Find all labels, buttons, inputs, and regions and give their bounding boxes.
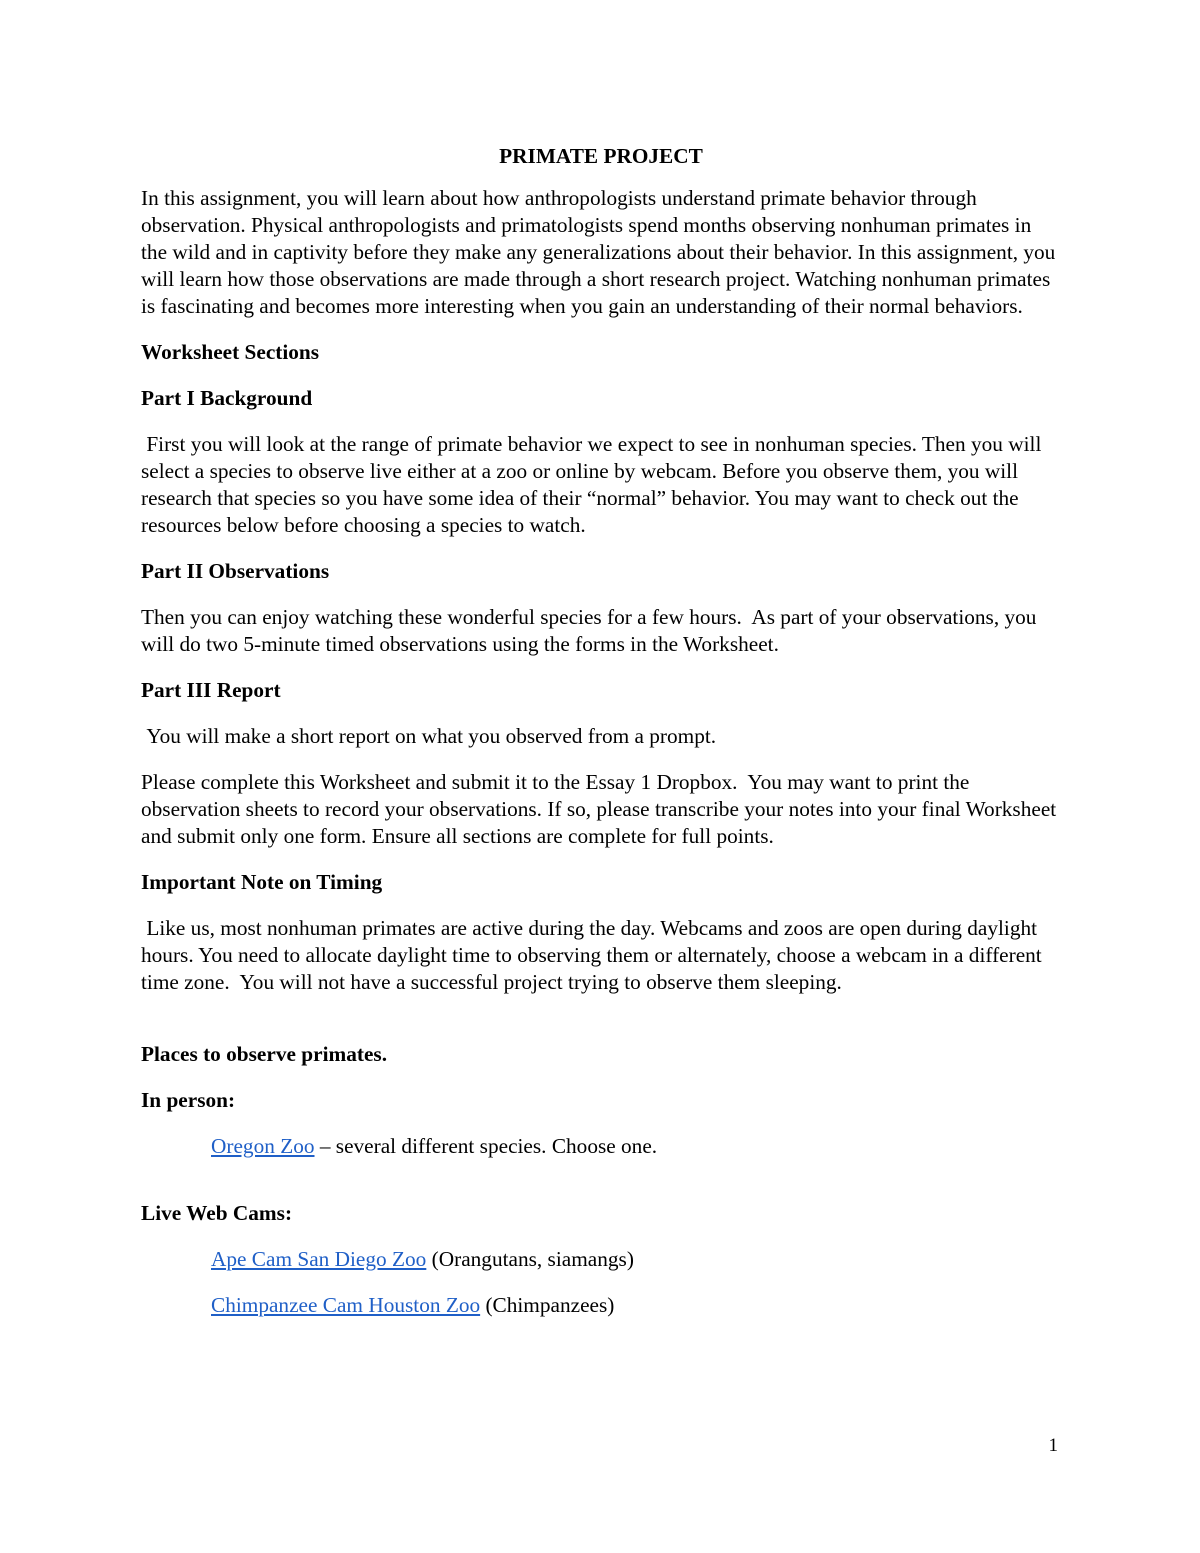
worksheet-sections-heading: Worksheet Sections	[141, 340, 320, 364]
page-number: 1	[1048, 1435, 1058, 1456]
part1-heading: Part I Background	[141, 386, 313, 410]
document-title: PRIMATE PROJECT	[499, 144, 703, 168]
webcam-item-text: (Orangutans, siamangs)	[426, 1247, 634, 1271]
submit-paragraph: Please complete this Worksheet and submit it to the Essay 1 Dropbox. You may want to print the observation sheets to record your observations. If so, please transcribe your notes into your final Worksheet and submit only one form. Ensure all sections are complete for full points.	[141, 770, 1062, 848]
chimpanzee-cam-link[interactable]: Chimpanzee Cam Houston Zoo	[211, 1293, 481, 1317]
timing-paragraph: Like us, most nonhuman primates are active during the day. Webcams and zoos are open during daylight hours. You need to allocate daylight time to observing them or alternately, choose a webcam in a different time zone. You will not have a successful project trying to observe them sleeping.	[141, 916, 1048, 994]
webcam-item-text: (Chimpanzees)	[480, 1293, 615, 1317]
in-person-item-text: – several different species. Choose one.	[314, 1134, 658, 1158]
part2-paragraph: Then you can enjoy watching these wonderful species for a few hours. As part of your observations, you will do two 5-minute timed observations using the forms in the Worksheet.	[141, 605, 1042, 656]
timing-heading: Important Note on Timing	[141, 870, 383, 894]
in-person-heading: In person:	[141, 1088, 236, 1112]
oregon-zoo-link[interactable]: Oregon Zoo	[211, 1134, 315, 1158]
part1-paragraph: First you will look at the range of primate behavior we expect to see in nonhuman species. Then you will select a species to observe live either at a zoo or online by webcam. Before you observe them, you will research that species so you have some idea of their “normal” behavior. You may want to check out the resources below before choosing a species to watch.	[141, 432, 1047, 537]
document-page	[141, 143, 1061, 1338]
intro-paragraph: In this assignment, you will learn about how anthropologists understand primate behavior through observation. Physical anthropologists and primatologists spend months observing nonhuman primates in the wild and in captivity before they make any generalizations about their behavior. In this assignment, you will learn how those observations are made through a short research project. Watching nonhuman primates is fascinating and becomes more interesting when you gain an understanding of their normal behaviors.	[141, 186, 1056, 318]
places-heading: Places to observe primates.	[141, 1042, 388, 1066]
webcam-item	[141, 1246, 1061, 1273]
ape-cam-link[interactable]: Ape Cam San Diego Zoo	[211, 1247, 427, 1271]
part3-heading: Part III Report	[141, 678, 281, 702]
part3-paragraph: You will make a short report on what you observed from a prompt.	[141, 724, 717, 748]
webcams-heading: Live Web Cams:	[141, 1201, 293, 1225]
webcam-item	[141, 1292, 1061, 1319]
in-person-item	[141, 1133, 1061, 1160]
part2-heading: Part II Observations	[141, 559, 330, 583]
